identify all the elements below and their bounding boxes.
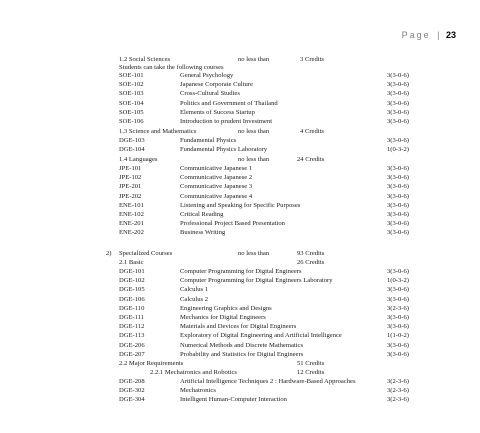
course-name: Fundamental Physics bbox=[180, 137, 237, 144]
course-code: DGE-104 bbox=[119, 146, 145, 154]
course-code: DGE-111 bbox=[119, 314, 145, 321]
course-credit: 3(3-0-6) bbox=[387, 183, 409, 191]
course-credit: 3(3-0-6) bbox=[387, 211, 409, 218]
course-code: DGE-105 bbox=[119, 286, 145, 294]
course-code: JPE-102 bbox=[119, 174, 142, 182]
course-name: Computer Programming for Digital Engineers bbox=[180, 268, 302, 275]
course-name: Intelligent Human-Computer Interaction bbox=[180, 396, 287, 404]
course-name: Mechanics for Digital Engineers bbox=[180, 314, 266, 321]
course-credit: 1(0-3-2) bbox=[387, 277, 409, 285]
course-code: ENE-102 bbox=[119, 211, 144, 218]
course-name: Japanese Corporate Culture bbox=[180, 81, 253, 89]
section-title: 2.1 Basic bbox=[119, 259, 144, 266]
course-name: Critical Reading bbox=[180, 211, 224, 218]
course-name: Artificial Intelligence Techniques 2 : Hardware-Based Approaches bbox=[180, 378, 356, 385]
course-code: SOE-105 bbox=[119, 108, 144, 116]
section-number: 2) bbox=[106, 250, 112, 257]
course-code: DGE-208 bbox=[119, 378, 145, 385]
section-title: 1.2 Social Sciences bbox=[119, 56, 171, 63]
note-text: Students can take the following courses bbox=[119, 64, 224, 71]
course-credit: 3(3-0-6) bbox=[387, 118, 409, 125]
course-name: Listening and Speaking for Specific Purposes bbox=[180, 201, 301, 209]
page-number: 23 bbox=[445, 30, 456, 40]
course-name: Politics and Government of Thailand bbox=[180, 99, 278, 107]
section-qualifier: no less than bbox=[238, 128, 270, 135]
course-name: Fundamental Physics Laboratory bbox=[180, 146, 268, 154]
course-credit: 1(0-3-2) bbox=[387, 146, 409, 154]
course-name: Cross-Cultural Studies bbox=[180, 90, 240, 98]
course-credit: 3(3-0-6) bbox=[387, 341, 409, 349]
course-code: DGE-207 bbox=[119, 350, 145, 358]
section-qualifier: no less than bbox=[238, 56, 270, 63]
course-name: Probability and Statistics for Digital Engineers bbox=[180, 350, 304, 358]
section-qualifier: no less than bbox=[238, 250, 270, 257]
course-name: Computer Programming for Digital Engineers Laboratory bbox=[180, 277, 333, 285]
course-code: DGE-110 bbox=[119, 304, 145, 312]
course-credit: 3(3-0-6) bbox=[387, 137, 409, 144]
course-credit: 3(3-0-6) bbox=[387, 314, 409, 321]
course-code: SOE-104 bbox=[119, 99, 144, 107]
section-credits: 93 Credits bbox=[297, 250, 325, 257]
course-name: Communicative Japanese 3 bbox=[180, 183, 253, 191]
course-credit: 3(3-0-6) bbox=[387, 286, 409, 294]
course-name: Communicative Japanese 2 bbox=[180, 174, 253, 182]
course-credit: 3(3-0-6) bbox=[387, 295, 409, 303]
course-name: Elements of Success Startup bbox=[180, 108, 255, 116]
course-name: Calculus 1 bbox=[180, 286, 209, 294]
course-code: SOE-101 bbox=[119, 72, 144, 79]
course-name: Communicative Japanese 4 bbox=[180, 192, 253, 200]
course-credit: 3(3-0-6) bbox=[387, 192, 409, 200]
section-credits: 51 Credits bbox=[297, 360, 325, 367]
course-code: ENE-202 bbox=[119, 229, 144, 237]
course-credit: 3(3-0-6) bbox=[387, 99, 409, 107]
course-credit: 3(2-3-6) bbox=[387, 387, 409, 395]
course-code: DGE-102 bbox=[119, 277, 145, 285]
page-separator: | bbox=[437, 30, 440, 40]
course-credit: 3(3-0-6) bbox=[387, 323, 409, 331]
course-credit: 3(2-3-6) bbox=[387, 304, 409, 312]
course-code: DGE-304 bbox=[119, 396, 145, 404]
course-credit: 3(2-3-6) bbox=[387, 378, 409, 385]
course-code: ENE-201 bbox=[119, 220, 144, 228]
course-credit: 3(3-0-6) bbox=[387, 268, 409, 275]
course-name: Communicative Japanese 1 bbox=[180, 165, 253, 172]
course-code: ENE-101 bbox=[119, 201, 144, 209]
course-name: Engineering Graphics and Designs bbox=[180, 304, 272, 312]
section-credits: 4 Credits bbox=[300, 128, 324, 135]
course-credit: 3(3-0-6) bbox=[387, 229, 409, 237]
course-code: DGE-302 bbox=[119, 387, 145, 395]
section-credits: 26 Credits bbox=[297, 259, 325, 266]
course-name: Professional Project Based Presentation bbox=[180, 220, 285, 228]
section-title: 1.4 Languages bbox=[119, 156, 158, 163]
course-credit: 3(2-3-6) bbox=[387, 396, 409, 404]
course-name: Exploratory of Digital Engineering and Artificial Intelligence bbox=[180, 332, 342, 340]
course-code: JPE-101 bbox=[119, 165, 142, 172]
course-name: Mechatronics bbox=[180, 387, 216, 395]
section-title: Specialized Courses bbox=[119, 250, 173, 257]
course-code: DGE-103 bbox=[119, 137, 145, 144]
course-code: DGE-206 bbox=[119, 341, 145, 349]
section-credits: 24 Credits bbox=[297, 156, 325, 163]
course-code: SOE-103 bbox=[119, 90, 144, 98]
course-code: DGE-106 bbox=[119, 295, 145, 303]
course-code: JPE-202 bbox=[119, 192, 142, 200]
course-credit: 3(3-0-6) bbox=[387, 108, 409, 116]
course-credit: 3(3-0-6) bbox=[387, 90, 409, 98]
course-name: Materials and Devices for Digital Engineers bbox=[180, 323, 297, 331]
course-credit: 3(3-0-6) bbox=[387, 72, 409, 79]
page-label: Page bbox=[401, 30, 431, 40]
section-title: 1.3 Science and Mathematics bbox=[119, 128, 197, 135]
course-code: DGE-112 bbox=[119, 323, 145, 331]
course-code: SOE-102 bbox=[119, 81, 144, 89]
section-title: 2.2 Major Requirements bbox=[119, 360, 184, 367]
course-credit: 3(3-0-6) bbox=[387, 220, 409, 228]
section-title: 2.2.1 Mechatronics and Robotics bbox=[150, 369, 237, 376]
course-name: Numerical Methods and Discrete Mathematics bbox=[180, 341, 304, 349]
course-name: General Psychology bbox=[180, 72, 234, 79]
course-code: DGE-113 bbox=[119, 332, 145, 340]
course-credit: 3(3-0-6) bbox=[387, 201, 409, 209]
course-credit: 3(3-0-6) bbox=[387, 81, 409, 89]
course-name: Introduction to prudent Investment bbox=[180, 118, 273, 125]
course-credit: 3(3-0-6) bbox=[387, 350, 409, 358]
section-credits: 12 Credits bbox=[297, 369, 325, 376]
course-name: Business Writing bbox=[180, 229, 226, 237]
course-credit: 1(1-0-2) bbox=[387, 332, 409, 340]
course-credit: 3(3-0-6) bbox=[387, 165, 409, 172]
course-credit: 3(3-0-6) bbox=[387, 174, 409, 182]
course-code: JPE-201 bbox=[119, 183, 142, 191]
course-name: Calculus 2 bbox=[180, 295, 209, 303]
course-code: DGE-101 bbox=[119, 268, 145, 275]
section-qualifier: no less than bbox=[238, 156, 270, 163]
course-code: SOE-106 bbox=[119, 118, 144, 125]
section-credits: 3 Credits bbox=[300, 56, 324, 63]
